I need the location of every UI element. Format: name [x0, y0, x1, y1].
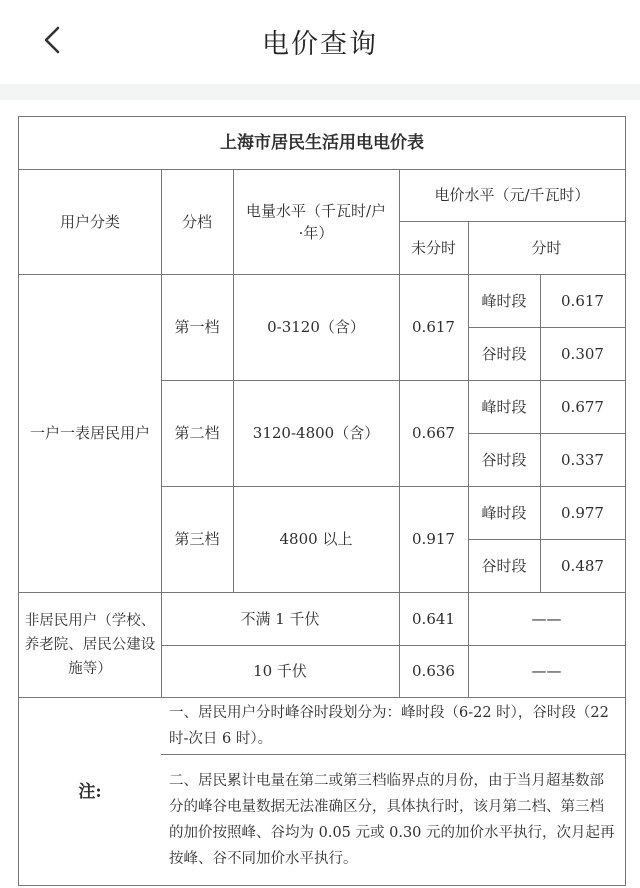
- non-residential-category: 非居民用户（学校、养老院、居民公建设施等）: [24, 612, 156, 677]
- voltage-level: 不满 1 千伏: [240, 609, 320, 628]
- notes-label: 注:: [78, 782, 102, 802]
- peak-price: 0.677: [561, 397, 604, 416]
- valley-label: 谷时段: [481, 450, 527, 469]
- valley-price: 0.337: [561, 450, 604, 469]
- page-title: 电价查询: [262, 29, 378, 60]
- residential-category: 一户一表居民用户: [29, 424, 150, 442]
- valley-price: 0.487: [561, 556, 604, 575]
- valley-label: 谷时段: [481, 556, 527, 575]
- header-non-tou: 未分时: [410, 238, 456, 257]
- note-item: 一、居民用户分时峰谷时段划分为：峰时段（6-22 时），谷时段（22 时-次日 6 时）。: [169, 704, 609, 747]
- price-table: [18, 116, 626, 886]
- non-tou-price: 0.641: [412, 609, 455, 628]
- usage-range: 0-3120（含）: [267, 318, 365, 336]
- non-tou-price: 0.617: [412, 318, 455, 336]
- valley-label: 谷时段: [481, 344, 527, 363]
- tier-label: 第二档: [174, 424, 220, 442]
- tier-label: 第一档: [174, 318, 220, 336]
- voltage-level: 10 千伏: [253, 662, 307, 680]
- usage-range: 4800 以上: [279, 530, 353, 548]
- top-bar: [0, 0, 640, 84]
- peak-price: 0.617: [561, 291, 604, 310]
- peak-label: 峰时段: [481, 503, 527, 522]
- valley-price: 0.307: [561, 344, 604, 363]
- header-tou: 分时: [531, 238, 562, 257]
- non-tou-price: 0.636: [412, 662, 455, 680]
- tou-price: ——: [531, 609, 562, 628]
- peak-price: 0.977: [561, 503, 604, 522]
- non-tou-price: 0.667: [412, 424, 455, 442]
- usage-range: 3120-4800（含）: [252, 424, 380, 442]
- peak-label: 峰时段: [481, 397, 527, 416]
- table-title: 上海市居民生活用电电价表: [220, 133, 424, 153]
- note-item: 二、居民累计电量在第二或第三档临界点的月份，由于当月超基数部分的峰谷电量数据无法准确区分，具体执行时，该月第二档、第三档的加价按照峰、谷均为 0.05 元或 0.30 元的加价水平执行，次月起再按峰、谷不同加价水平执行。: [169, 772, 615, 867]
- tier-label: 第三档: [174, 530, 220, 548]
- header-tier: 分档: [181, 212, 212, 231]
- tou-price: ——: [531, 662, 562, 680]
- header-usage-level: 电量水平（千瓦时/户·年）: [245, 201, 387, 242]
- header-user-type: 用户分类: [59, 212, 120, 231]
- peak-label: 峰时段: [481, 291, 527, 310]
- non-tou-price: 0.917: [412, 530, 455, 548]
- header-price-level: 电价水平（元/千瓦时）: [434, 186, 590, 204]
